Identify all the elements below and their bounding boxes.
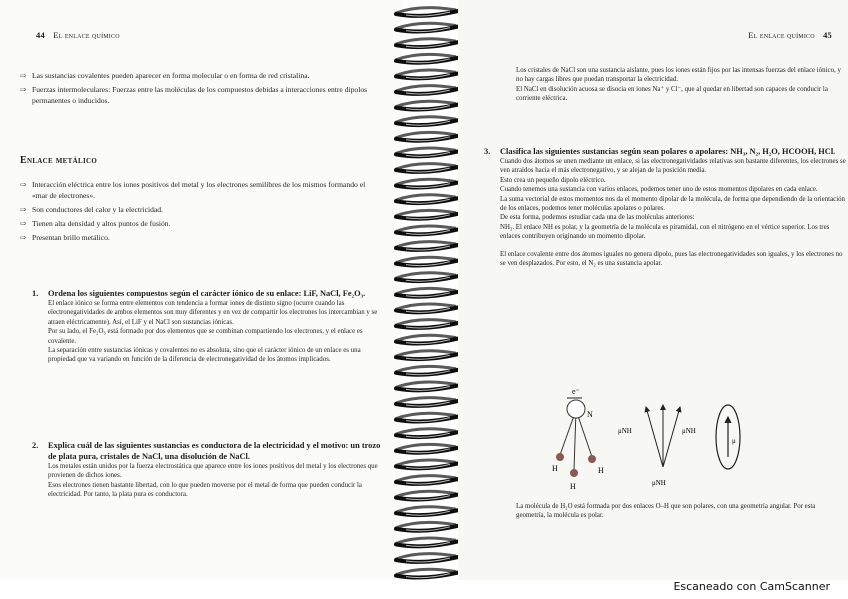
mu-nh-label: μNH	[652, 479, 666, 487]
question-1	[32, 288, 382, 365]
spiral-coil	[396, 257, 458, 265]
right-page	[458, 0, 848, 580]
dipole-arrow	[646, 407, 663, 467]
mu-nh-label: μNH	[618, 427, 632, 435]
spiral-coil	[396, 210, 458, 218]
n2-paragraph: El enlace covalente entre dos átomos iguales no genera dipolo, pues las electronegatividades son iguales, y los electrones no se ven desplazados. Por esto, el N₂ es una sustancia apolar.	[500, 250, 843, 268]
spiral-coil	[396, 460, 458, 468]
spiral-coil	[396, 522, 458, 530]
question-2	[32, 440, 382, 500]
left-page	[0, 0, 402, 580]
left-running-head	[36, 30, 120, 40]
left-page-number: 44	[36, 30, 45, 40]
nh3-dipole-figure	[552, 385, 798, 495]
spiral-coil	[396, 70, 458, 78]
spiral-coil	[396, 491, 458, 499]
question-3-prompt: 3. Clasifica las siguientes sustancias según sean polares o apolares: NH₃, N₂, H₂O, HCOOH, HCl.	[484, 147, 836, 156]
spiral-coil	[396, 54, 458, 62]
bond-line	[574, 410, 576, 470]
arrow-icon: ⇨	[20, 180, 27, 189]
spiral-coil	[396, 554, 458, 562]
hydrogen-atom	[588, 455, 596, 463]
spiral-coil	[396, 476, 458, 484]
bullet-item: ⇨ Las sustancias covalentes pueden aparecer en forma molecular o en forma de red cristalina.	[20, 71, 310, 80]
spiral-coil	[396, 132, 458, 140]
mu-nh-label: μNH	[682, 427, 696, 435]
spiral-coil	[396, 8, 458, 16]
bond-dipole-vectors	[618, 405, 696, 487]
nitrogen-label: N	[587, 410, 593, 419]
spiral-coil	[396, 366, 458, 374]
bullet-item: ⇨ Fuerzas intermoleculares: Fuerzas entre las moléculas de los compuestos debidas a interacciones entre dipolos permanentes o inducidos.	[20, 85, 368, 105]
dipole-arrow	[663, 407, 680, 467]
ammonia-molecule	[552, 387, 604, 491]
spiral-coil	[396, 538, 458, 546]
nacl-paragraphs: Los cristales de NaCl son una sustancia aislante, pues los iones están fijos por las intensas fuerzas del enlace iónico, y no hay cargas libres que puedan transportar la electricidad. El NaCl en disolución acuosa se disocia en iones Na⁺ y Cl⁻, que al quedar en libertad son capaces de conducir la corriente eléctrica.	[516, 67, 841, 103]
spiral-coil	[396, 226, 458, 234]
spiral-coil	[396, 507, 458, 515]
total-dipole	[716, 405, 740, 469]
spiral-coil	[396, 304, 458, 312]
right-running-head	[748, 30, 832, 40]
mu-total-label: μ	[732, 437, 736, 445]
spiral-coil	[396, 335, 458, 343]
spiral-coil	[396, 195, 458, 203]
spiral-coil	[396, 569, 458, 577]
spiral-coil	[396, 148, 458, 156]
right-page-number: 45	[823, 30, 832, 40]
section-title-metallic: Enlace metálico	[20, 155, 98, 166]
hydrogen-atom	[570, 469, 578, 477]
hydrogen-label: H	[598, 466, 604, 475]
question-1-answer: El enlace iónico se forma entre elementos con tendencia a formar iones de distinto signo (ocurre cuando las electronegatividades de ambos elementos son muy diferentes y en vez de compartir los electrones los intercambian y se atraen eléctricamente). Así, el LiF y el NaCl son sustancias iónicas. Por su lado, el Fe₂O₃ está formado por dos elementos que se combinan compartiendo los electrones, y el enlace es covalente. La separación entre sustancias iónicas y covalentes no es absoluta, sino que el carácter iónico de un enlace es una propiedad que va variando en función de la diferencia de electronegatividad de los átomos implicados.	[48, 300, 378, 364]
spiral-coil	[396, 382, 458, 390]
hydrogen-atom	[556, 453, 564, 461]
arrow-icon: ⇨	[20, 85, 27, 94]
left-head-title: El enlace químico	[53, 30, 120, 40]
arrow-icon: ⇨	[20, 71, 27, 80]
h2o-paragraph: La molécula de H₂O está formada por dos enlaces O–H que son polares, con una geometría angular. Por esta geometría, la molécula es polar.	[516, 503, 816, 520]
hydrogen-label: H	[552, 464, 558, 473]
bullet-item: ⇨ Son conductores del calor y la electricidad.	[20, 205, 163, 214]
question-1-prompt: 1. Ordena los siguientes compuestos según el carácter iónico de su enlace: LiF, NaCl, Fe₂O₃.	[32, 289, 366, 298]
question-2-answer: Los metales están unidos por la fuerza electrostática que aparece entre los iones positivos del metal y los electrones que provienen de dichos iones. Esos electrones tienen bastante libertad, con lo que pueden moverse por el metal de forma que pueden conducir la electricidad. Por tanto, la plata pura es conductora.	[48, 463, 378, 499]
question-2-prompt: 2. Explica cuál de las siguientes sustancias es conductora de la electricidad y el motivo: un trozo de plata pura, cristales de NaCl, una disolución de NaCl.	[32, 441, 381, 461]
arrow-icon: ⇨	[20, 233, 27, 242]
nitrogen-atom	[567, 400, 585, 418]
spiral-coil	[396, 242, 458, 250]
intro-bullets	[20, 70, 382, 109]
spiral-coil	[396, 179, 458, 187]
question-3	[484, 146, 848, 268]
electron-label: e⁻	[572, 387, 580, 396]
metal-bullets	[20, 179, 382, 246]
spiral-coil	[396, 288, 458, 296]
bullet-item: ⇨ Presentan brillo metálico.	[20, 233, 110, 242]
spiral-coil	[396, 413, 458, 421]
spiral-coil	[396, 101, 458, 109]
spiral-coil	[396, 86, 458, 94]
hydrogen-label: H	[570, 482, 576, 491]
spiral-coil	[396, 164, 458, 172]
spiral-coil	[396, 273, 458, 281]
scanner-watermark: Escaneado con CamScanner	[673, 580, 830, 593]
spiral-coil	[396, 39, 458, 47]
scan-footer	[0, 580, 848, 599]
spiral-coil	[396, 429, 458, 437]
spiral-coil	[396, 23, 458, 31]
spiral-coil	[396, 398, 458, 406]
spiral-coil	[396, 351, 458, 359]
spiral-coil	[396, 117, 458, 125]
arrow-icon: ⇨	[20, 205, 27, 214]
spiral-coil	[396, 444, 458, 452]
arrow-icon: ⇨	[20, 219, 27, 228]
spiral-coil	[396, 320, 458, 328]
question-3-answer: Cuando dos átomos se unen mediante un enlace, si las electronegatividades relativas son bastante diferentes, los electrones se ven atraídos hacia el más electronegativo, y se alejan de la posición media. Esto crea un pequeño dipolo eléctrico. Cuando tenemos una sustancia con varios enlaces, podemos tener uno de estos momentos dipolares en cada enlace. La suma vectorial de estos momentos nos da el momento dipolar de la molécula, de forma que dependiendo de la orientación de los enlaces, podemos tener moléculas apolares o polares. De esta forma, podemos estudiar cada una de las moléculas anteriores: NH₃. El enlace NH es polar, y la geometría de la molécula es piramidal, con el nitrógeno en el vértice superior. Los tres enlaces contribuyen originando un momento dipolar. El enlace covalente entre dos átomos iguales no genera dipolo, pues las electronegatividades son iguales, y los electrones no se ven desplazados. Por esto, el N₂ es una sustancia apolar.	[484, 157, 848, 268]
bullet-item: ⇨ Tienen alta densidad y altos puntos de fusión.	[20, 219, 171, 228]
bullet-item: ⇨ Interacción eléctrica entre los iones positivos del metal y los electrones semilibres de los mismos formando el «mar de electrones».	[20, 180, 366, 200]
right-head-title: El enlace químico	[748, 30, 815, 40]
